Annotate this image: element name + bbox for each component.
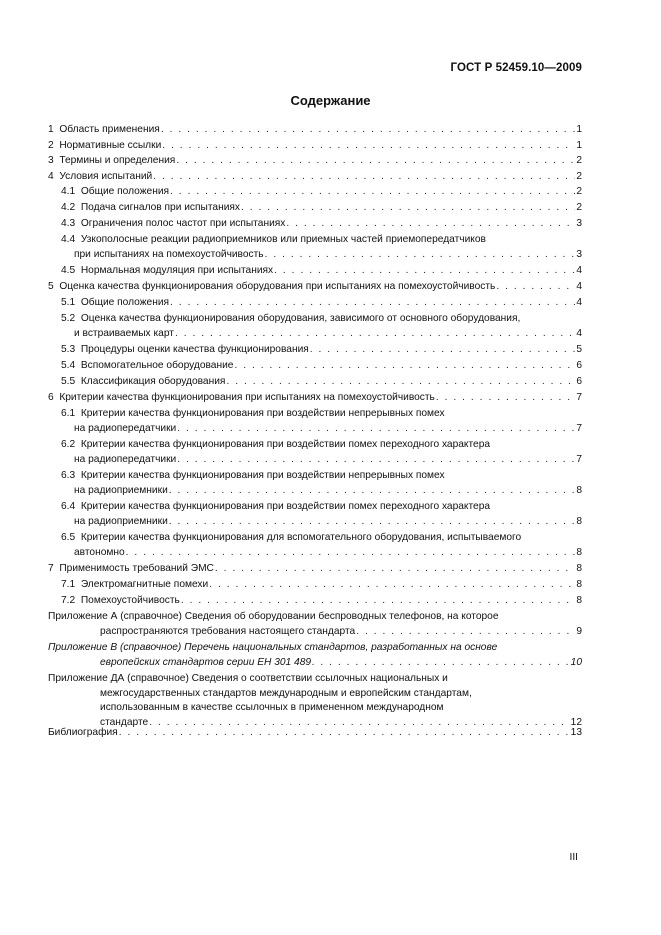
- toc-entry-number: 7.1: [61, 579, 81, 590]
- toc-entry-text-line: Приложение В (справочное) Перечень национальных стандартов, разработанных на основе: [48, 642, 498, 653]
- toc-page-number: 4: [576, 265, 582, 276]
- toc-entry-number: 4: [48, 170, 60, 182]
- toc-dot-leader: [496, 280, 575, 295]
- toc-entry-title: Критерии качества функционирования при воздействии помех переходного характера: [80, 439, 491, 450]
- toc-dot-leader: [169, 515, 576, 530]
- toc-entry-e5[interactable]: [48, 280, 582, 295]
- toc-dot-leader: [161, 123, 576, 138]
- toc-entry-text-line: [61, 312, 582, 327]
- toc-entry-e6-5[interactable]: [48, 531, 582, 560]
- toc-entry-e6-2[interactable]: [48, 438, 582, 467]
- toc-entry-title: Критерии качества функционирования при воздействии непрерывных помех: [80, 470, 445, 481]
- toc-entry-number: 6.5: [61, 532, 81, 543]
- toc-entry-title: Нормативные ссылки: [59, 139, 162, 151]
- toc-entry-number: 6.3: [61, 470, 81, 481]
- toc-entry-title: Оценка качества функционирования оборудования при испытаниях на помехоустойчивость: [59, 281, 496, 292]
- toc-dot-leader: [286, 217, 575, 232]
- toc-entry-title: Библиография: [48, 727, 118, 738]
- toc-dot-leader: [215, 562, 575, 577]
- toc-entry-title: Подача сигналов при испытаниях: [80, 202, 241, 213]
- table-of-contents: [48, 123, 582, 743]
- toc-entry-title: Узкополосные реакции радиоприемников или приемных частей приемопередатчиков: [80, 234, 486, 245]
- toc-entry-e5-2[interactable]: [48, 312, 582, 341]
- toc-entry-title: Критерии качества функционирования при воздействии непрерывных помех: [80, 408, 445, 419]
- toc-entry-title: при испытаниях на помехоустойчивость: [74, 248, 264, 260]
- toc-entry-text-line: использованным в качестве ссылочных в примененном международном: [100, 702, 444, 713]
- toc-page-number: 8: [576, 546, 582, 558]
- toc-entry-e4-2[interactable]: [48, 201, 582, 216]
- toc-entry-title: Помехоустойчивость: [80, 595, 180, 606]
- toc-entry-e4-3[interactable]: [48, 217, 582, 232]
- toc-dot-leader: [234, 359, 575, 374]
- toc-dot-leader: [177, 453, 575, 468]
- toc-entry-number: 1: [48, 124, 60, 135]
- toc-entry-title: Критерии качества функционирования при воздействии помех переходного характера: [80, 501, 491, 512]
- toc-page-number: 7: [576, 453, 582, 465]
- toc-dot-leader: [177, 422, 575, 437]
- toc-page-number: 4: [576, 327, 582, 339]
- toc-page-number: 1: [576, 124, 582, 135]
- toc-entry-title: Область применения: [59, 124, 160, 135]
- toc-dot-leader: [436, 391, 575, 406]
- toc-page-number: 4: [576, 297, 582, 308]
- toc-entry-e6-3[interactable]: [48, 469, 582, 498]
- toc-entry-number: 5.2: [61, 313, 81, 324]
- toc-entry-title: на радиопередатчики: [74, 453, 177, 465]
- toc-entry-number: 4.2: [61, 202, 81, 213]
- toc-entry-title: Оценка качества функционирования оборудования, зависимого от основного оборудования,: [80, 313, 521, 324]
- toc-entry-text-line: [61, 438, 582, 453]
- toc-entry-number: 4.3: [61, 218, 81, 229]
- toc-page-number: 9: [576, 625, 582, 637]
- toc-entry-number: 2: [48, 139, 60, 151]
- page-title: Содержание: [290, 93, 371, 108]
- toc-dot-leader: [241, 201, 575, 216]
- toc-dot-leader: [265, 248, 576, 263]
- toc-entry-e5-4[interactable]: [48, 359, 582, 374]
- toc-page-number: 2: [576, 186, 582, 197]
- toc-entry-e1[interactable]: [48, 123, 582, 138]
- toc-entry-number: 5.4: [61, 360, 81, 371]
- document-header: ГОСТ Р 52459.10—2009: [450, 62, 582, 74]
- toc-entry-e5-3[interactable]: [48, 343, 582, 358]
- toc-entry-e4-5[interactable]: [48, 264, 582, 279]
- toc-entry-e7[interactable]: [48, 562, 582, 577]
- toc-dot-leader: [176, 154, 575, 169]
- toc-page-number: 8: [576, 579, 582, 590]
- toc-page-number: 8: [576, 484, 582, 496]
- toc-entry-title: Ограничения полос частот при испытаниях: [80, 218, 286, 229]
- toc-entry-title: Нормальная модуляция при испытаниях: [80, 265, 274, 276]
- toc-dot-leader: [310, 343, 576, 358]
- toc-dot-leader: [274, 264, 575, 279]
- toc-entry-number: 4.1: [61, 186, 81, 197]
- toc-page-number: 1: [576, 139, 582, 151]
- toc-entry-title: Условия испытаний: [59, 170, 153, 182]
- toc-entry-e3[interactable]: [48, 154, 582, 169]
- toc-entry-title: на радиоприемники: [74, 515, 168, 527]
- toc-entry-title: европейских стандартов серии ЕН 301 489: [100, 656, 312, 668]
- page-number: III: [569, 852, 578, 863]
- toc-page-number: 8: [576, 563, 582, 574]
- toc-entry-number: 5.3: [61, 344, 81, 355]
- toc-entry-da[interactable]: [48, 672, 582, 730]
- toc-entry-e6-4[interactable]: [48, 500, 582, 529]
- toc-entry-e6[interactable]: [48, 391, 582, 406]
- toc-entry-number: 6.1: [61, 408, 81, 419]
- toc-entry-title: Общие положения: [80, 297, 170, 308]
- toc-entry-e5-5[interactable]: [48, 375, 582, 390]
- toc-page-number: 2: [576, 170, 582, 182]
- toc-dot-leader: [170, 185, 575, 200]
- toc-entry-number: 6: [48, 392, 60, 403]
- toc-entry-title: Процедуры оценки качества функционирования: [80, 344, 309, 355]
- toc-entry-e5-1[interactable]: [48, 296, 582, 311]
- toc-entry-title: Применимость требований ЭМС: [59, 563, 214, 574]
- toc-entry-number: 4.4: [61, 234, 81, 245]
- toc-page-number: 8: [576, 595, 582, 606]
- toc-entry-e4-1[interactable]: [48, 185, 582, 200]
- toc-page-number: 13: [570, 727, 582, 738]
- toc-entry-e4-4[interactable]: [48, 233, 582, 262]
- toc-entry-e7-2[interactable]: [48, 594, 582, 609]
- toc-entry-number: 5: [48, 281, 60, 292]
- toc-entry-title: Термины и определения: [59, 155, 176, 166]
- toc-page-number: 3: [576, 248, 582, 260]
- toc-entry-number: 7.2: [61, 595, 81, 606]
- toc-entry-text-line: [61, 407, 582, 422]
- toc-entry-number: 7: [48, 563, 60, 574]
- toc-entry-title: Вспомогательное оборудование: [80, 360, 234, 371]
- toc-page-number: 5: [576, 344, 582, 355]
- toc-entry-number: 5.1: [61, 297, 81, 308]
- toc-page-number: 10: [570, 656, 582, 668]
- toc-entry-title: Классификация оборудования: [80, 376, 226, 387]
- toc-dot-leader: [175, 327, 575, 342]
- toc-entry-title: и встраиваемых карт: [74, 327, 174, 339]
- toc-entry-bib[interactable]: [48, 726, 582, 741]
- toc-dot-leader: [162, 139, 575, 154]
- toc-dot-leader: [170, 296, 575, 311]
- toc-entry-number: 4.5: [61, 265, 81, 276]
- toc-entry-text-line: [61, 469, 582, 484]
- toc-entry-e7-1[interactable]: [48, 578, 582, 593]
- toc-entry-number: 6.2: [61, 439, 81, 450]
- toc-entry-e2[interactable]: [48, 139, 582, 154]
- toc-entry-title: Электромагнитные помехи: [80, 579, 209, 590]
- toc-dot-leader: [169, 484, 576, 499]
- toc-page-number: 7: [576, 422, 582, 434]
- toc-entry-a[interactable]: [48, 610, 582, 639]
- toc-entry-text-line: Приложение ДА (справочное) Сведения о соответствии ссылочных национальных и: [48, 673, 448, 684]
- toc-page-number: 8: [576, 515, 582, 527]
- toc-dot-leader: [226, 375, 575, 390]
- toc-page-number: 6: [576, 376, 582, 387]
- toc-dot-leader: [126, 546, 576, 561]
- toc-entry-text-line: Приложение А (справочное) Сведения об оборудовании беспроводных телефонов, на которое: [48, 611, 499, 622]
- toc-entry-text-line: [61, 500, 582, 515]
- toc-entry-title: на радиоприемники: [74, 484, 168, 496]
- toc-page-number: 2: [576, 202, 582, 213]
- toc-dot-leader: [209, 578, 575, 593]
- toc-page-number: 2: [576, 155, 582, 166]
- toc-entry-title: Общие положения: [80, 186, 170, 197]
- toc-entry-title: автономно: [74, 546, 125, 558]
- toc-entry-number: 6.4: [61, 501, 81, 512]
- toc-entry-title: стандарте: [100, 716, 149, 728]
- toc-page-number: 12: [570, 716, 582, 728]
- toc-entry-text-line: [61, 531, 582, 546]
- toc-dot-leader: [119, 726, 570, 741]
- toc-entry-b[interactable]: [48, 641, 582, 670]
- toc-dot-leader: [181, 594, 576, 609]
- toc-entry-e4[interactable]: [48, 170, 582, 185]
- toc-entry-title: Критерии качества функционирования для вспомогательного оборудования, испытываемого: [80, 532, 522, 543]
- toc-entry-e6-1[interactable]: [48, 407, 582, 436]
- toc-entry-title: распространяются требования настоящего стандарта: [100, 625, 356, 637]
- toc-page-number: 4: [576, 281, 582, 292]
- toc-dot-leader: [153, 170, 575, 185]
- toc-entry-title: Критерии качества функционирования при испытаниях на помехоустойчивость: [59, 392, 435, 403]
- toc-entry-number: 3: [48, 155, 60, 166]
- toc-page-number: 6: [576, 360, 582, 371]
- toc-page-number: 7: [576, 392, 582, 403]
- toc-entry-title: на радиопередатчики: [74, 422, 177, 434]
- toc-entry-number: 5.5: [61, 376, 81, 387]
- toc-entry-text-line: межгосударственных стандартов международным и европейским стандартам,: [100, 687, 472, 699]
- toc-dot-leader: [312, 656, 570, 671]
- toc-dot-leader: [356, 625, 575, 640]
- toc-page-number: 3: [576, 218, 582, 229]
- toc-entry-text-line: [61, 233, 582, 248]
